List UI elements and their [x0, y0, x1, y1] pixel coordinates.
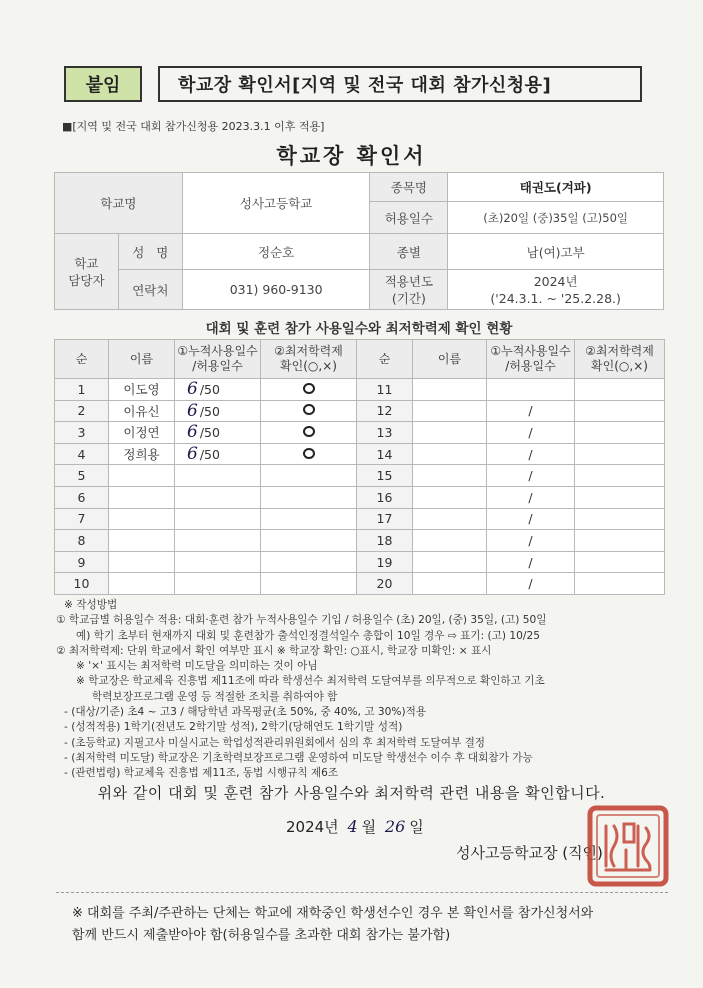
table-row	[55, 443, 665, 465]
row-number: 9	[55, 551, 109, 573]
header-academic: ②최저학력제 확인(○,×)	[575, 340, 665, 379]
date-day-unit: 일	[409, 818, 424, 836]
header-no: 순	[357, 340, 413, 379]
table-row	[55, 530, 665, 552]
academic-check-cell	[261, 465, 357, 487]
section-title: 대회 및 훈련 참가 사용일수와 최저학력제 확인 현황	[205, 321, 513, 337]
academic-check-cell	[575, 486, 665, 508]
note-line: - (관련법령) 학교체육 진흥법 제11조, 동법 시행규칙 제6조	[64, 767, 339, 780]
student-name	[109, 573, 175, 595]
row-number: 5	[55, 465, 109, 487]
academic-check-cell	[575, 400, 665, 422]
row-number: 11	[357, 379, 413, 401]
student-name	[413, 465, 487, 487]
used-days-handwritten: 6	[187, 400, 198, 421]
row-number: 19	[357, 551, 413, 573]
header-academic: ②최저학력제 확인(○,×)	[261, 340, 357, 379]
academic-check-cell	[575, 422, 665, 444]
check-circle-icon	[303, 404, 315, 415]
usage-cell	[175, 379, 261, 401]
student-name: 이도영	[109, 379, 175, 401]
row-number: 1	[55, 379, 109, 401]
footer-note	[72, 903, 672, 947]
student-name: 정희용	[109, 443, 175, 465]
usage-cell: /	[487, 508, 575, 530]
usage-cell	[175, 465, 261, 487]
student-name	[413, 422, 487, 444]
notes-section	[56, 598, 668, 782]
used-days-handwritten: 6	[187, 379, 198, 400]
row-number: 8	[55, 530, 109, 552]
usage-cell	[175, 443, 261, 465]
note-line: - (성적적용) 1학기(전년도 2학기말 성적), 2학기(당해연도 1학기말 성적)	[64, 721, 403, 734]
usage-cell: /	[487, 551, 575, 573]
academic-check-cell	[575, 508, 665, 530]
school-seal-icon	[586, 804, 670, 888]
year-value: 2024년	[533, 273, 578, 289]
allowed-days: /50	[199, 382, 220, 398]
student-name	[109, 551, 175, 573]
table-row	[55, 422, 665, 444]
date-month-handwritten: 4	[347, 817, 358, 836]
student-name	[413, 486, 487, 508]
note-line: - (초등학교) 지필고사 미실시교는 학업성적관리위원회에서 심의 후 최저학력 도달여부 결정	[64, 736, 486, 749]
allowed-days: /50	[199, 403, 220, 419]
usage-cell	[175, 400, 261, 422]
student-name	[109, 486, 175, 508]
table-row	[55, 573, 665, 595]
divider	[56, 892, 668, 893]
allowed-days-value: (초)20일 (중)35일 (고)50일	[448, 202, 664, 234]
used-days-handwritten: 6	[187, 444, 198, 465]
event-value: 태권도(겨파)	[448, 173, 664, 202]
category-value: 남(여)고부	[448, 234, 664, 270]
header-usage: ①누적사용일수 /허용일수	[487, 340, 575, 379]
footer-line: 함께 반드시 제출받아야 함(허용일수를 초과한 대회 참가는 불가함)	[72, 928, 451, 943]
academic-check-cell	[261, 443, 357, 465]
participants-table	[54, 339, 665, 595]
manager-name: 정순호	[182, 234, 370, 270]
row-number: 2	[55, 400, 109, 422]
row-number: 12	[357, 400, 413, 422]
notes-heading: ※ 작성방법	[64, 599, 118, 611]
note-line: - (최저학력 미도달) 학교장은 기초학력보장프로그램 운영하여 미도달 학생선수 이수 후 대회참가 가능	[64, 751, 533, 764]
academic-check-cell	[575, 530, 665, 552]
row-number: 3	[55, 422, 109, 444]
student-name	[109, 508, 175, 530]
period-value: ('24.3.1. ~ '25.2.28.)	[490, 290, 621, 306]
header-name: 이름	[109, 340, 175, 379]
usage-cell	[175, 551, 261, 573]
note-line: 예) 학기 초부터 현재까지 대회 및 훈련참가 출석인정결석일수 총합이 10일 경우 ⇨ 표기: (고) 10/25	[76, 629, 540, 642]
date-month-unit: 월	[361, 818, 377, 836]
row-number: 20	[357, 573, 413, 595]
usage-cell: /	[487, 573, 575, 595]
note-line: - (대상/기준) 초4 ~ 고3 / 해당학년 과목평균(초 50%, 중 40%, 고 30%)적용	[64, 706, 427, 719]
allowed-days-label: 허용일수	[370, 202, 448, 234]
date-day-handwritten: 26	[384, 817, 406, 836]
academic-check-cell	[261, 551, 357, 573]
table-row	[55, 379, 665, 401]
row-number: 17	[357, 508, 413, 530]
academic-check-cell	[261, 379, 357, 401]
event-label: 종목명	[370, 173, 448, 202]
category-label: 종별	[370, 234, 448, 270]
student-name	[413, 551, 487, 573]
note-line: ※ 학교장은 학교체육 진흥법 제11조에 따라 학생선수 최저학력 도달여부를 의무적으로 확인하고 기초	[76, 675, 545, 688]
row-number: 18	[357, 530, 413, 552]
academic-check-cell	[575, 465, 665, 487]
row-number: 4	[55, 443, 109, 465]
note-line: ① 학교급별 허용일수 적용: 대회·훈련 참가 누적사용일수 기입 / 허용일수 (초) 20일, (중) 35일, (고) 50일	[56, 614, 547, 627]
seal-mark-text: (직인)	[562, 844, 603, 862]
contact-value: 031) 960-9130	[182, 270, 370, 310]
usage-cell	[175, 422, 261, 444]
row-number: 15	[357, 465, 413, 487]
school-name: 성사고등학교	[182, 173, 370, 234]
principal-name: 성사고등학교장	[456, 844, 558, 862]
header-name: 이름	[413, 340, 487, 379]
row-number: 6	[55, 486, 109, 508]
usage-cell: /	[487, 443, 575, 465]
academic-check-cell	[575, 573, 665, 595]
confirmation-statement: 위와 같이 대회 및 훈련 참가 사용일수와 최저학력 관련 내용을 확인합니다.	[97, 784, 606, 802]
academic-check-cell	[575, 443, 665, 465]
student-name	[413, 573, 487, 595]
document-title: 학교장 확인서	[276, 144, 427, 168]
student-name	[413, 400, 487, 422]
usage-cell: /	[487, 400, 575, 422]
date-year: 2024년	[286, 818, 339, 836]
check-circle-icon	[303, 383, 315, 394]
attachment-tag: 붙임	[64, 66, 142, 102]
usage-cell: /	[487, 530, 575, 552]
academic-check-cell	[261, 486, 357, 508]
usage-cell: /	[487, 422, 575, 444]
note-line: ② 최저학력제: 단위 학교에서 확인 여부만 표시 ※ 학교장 확인: ○표시, 학교장 미확인: × 표시	[56, 644, 492, 657]
student-name	[413, 443, 487, 465]
student-name	[413, 508, 487, 530]
student-name	[413, 530, 487, 552]
manager-label: 학교 담당자	[55, 234, 119, 310]
apply-note: ■[지역 및 전국 대회 참가신청용 2023.3.1 이후 적용]	[62, 120, 325, 133]
year-cell	[448, 270, 664, 310]
academic-check-cell	[261, 422, 357, 444]
academic-check-cell	[261, 530, 357, 552]
info-table	[54, 172, 664, 310]
student-name	[413, 379, 487, 401]
table-row	[55, 486, 665, 508]
student-name: 이유신	[109, 400, 175, 422]
student-name	[109, 530, 175, 552]
note-line: ※ '×' 표시는 최저학력 미도달을 의미하는 것이 아님	[76, 660, 318, 673]
academic-check-cell	[575, 551, 665, 573]
usage-cell	[175, 508, 261, 530]
year-label: 적용년도 (기간)	[370, 270, 448, 310]
usage-cell	[175, 486, 261, 508]
row-number: 14	[357, 443, 413, 465]
academic-check-cell	[261, 400, 357, 422]
name-label: 성 명	[118, 234, 182, 270]
used-days-handwritten: 6	[187, 422, 198, 443]
row-number: 7	[55, 508, 109, 530]
check-circle-icon	[303, 448, 315, 459]
usage-cell	[175, 530, 261, 552]
row-number: 10	[55, 573, 109, 595]
contact-label: 연락처	[118, 270, 182, 310]
usage-cell	[175, 573, 261, 595]
usage-cell: /	[487, 486, 575, 508]
table-row	[55, 508, 665, 530]
date-line	[286, 816, 424, 837]
header-no: 순	[55, 340, 109, 379]
table-row	[55, 465, 665, 487]
academic-check-cell	[575, 379, 665, 401]
allowed-days: /50	[199, 425, 220, 441]
table-row	[55, 400, 665, 422]
school-name-label: 학교명	[55, 173, 183, 234]
usage-cell: /	[487, 465, 575, 487]
academic-check-cell	[261, 508, 357, 530]
student-name	[109, 465, 175, 487]
header-usage: ①누적사용일수 /허용일수	[175, 340, 261, 379]
check-circle-icon	[303, 426, 315, 437]
allowed-days: /50	[199, 447, 220, 463]
academic-check-cell	[261, 573, 357, 595]
footer-line: ※ 대회를 주최/주관하는 단체는 학교에 재학중인 학생선수인 경우 본 확인서를 참가신청서와	[72, 906, 594, 921]
student-name: 이정연	[109, 422, 175, 444]
row-number: 13	[357, 422, 413, 444]
usage-cell	[487, 379, 575, 401]
note-line: 학력보장프로그램 운영 등 적절한 조치를 취하여야 함	[92, 690, 338, 703]
form-title: 학교장 확인서[지역 및 전국 대회 참가신청용]	[158, 66, 642, 102]
table-row	[55, 551, 665, 573]
principal-signature	[456, 842, 603, 863]
row-number: 16	[357, 486, 413, 508]
